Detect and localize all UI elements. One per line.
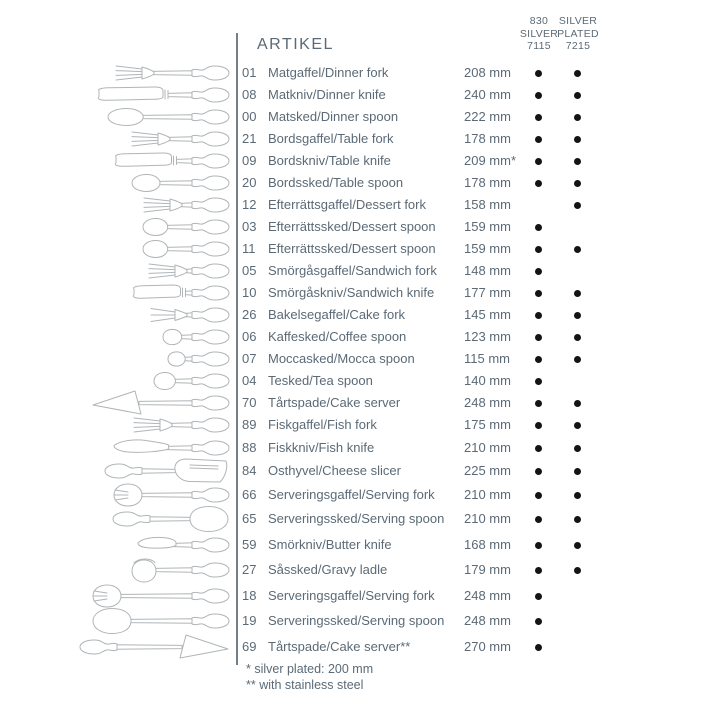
item-number: 19 xyxy=(242,613,257,628)
item-number: 01 xyxy=(242,65,257,80)
item-size: 270 mm xyxy=(464,639,511,654)
item-name: Osthyvel/Cheese slicer xyxy=(268,463,401,478)
availability-dot-830-silver xyxy=(535,593,542,600)
item-number: 84 xyxy=(242,463,257,478)
item-number: 69 xyxy=(242,639,257,654)
item-name: Fiskkniv/Fish knife xyxy=(268,440,375,455)
table-row xyxy=(0,240,717,258)
table-row xyxy=(0,486,717,504)
availability-dot-silver-plated xyxy=(574,246,581,253)
availability-dot-830-silver xyxy=(535,268,542,275)
item-name: Smörgåsgaffel/Sandwich fork xyxy=(268,263,437,278)
availability-dot-silver-plated xyxy=(574,92,581,99)
availability-dot-silver-plated xyxy=(574,202,581,209)
item-number: 00 xyxy=(242,109,257,124)
cakeserver-illustration xyxy=(79,632,230,662)
availability-dot-830-silver xyxy=(535,290,542,297)
item-size: 209 mm* xyxy=(464,153,517,168)
item-number: 89 xyxy=(242,417,257,432)
footnote-silver-plated: * silver plated: 200 mm xyxy=(246,662,374,676)
availability-dot-830-silver xyxy=(535,114,542,121)
item-name: Matsked/Dinner spoon xyxy=(268,109,399,124)
availability-dot-silver-plated xyxy=(574,114,581,121)
item-size: 248 mm xyxy=(464,588,511,603)
item-size: 145 mm xyxy=(464,307,511,322)
item-size: 168 mm xyxy=(464,537,511,552)
item-name: Såssked/Gravy ladle xyxy=(268,562,388,577)
item-name: Kaffesked/Coffee spoon xyxy=(268,329,407,344)
item-number: 88 xyxy=(242,440,257,455)
item-size: 210 mm xyxy=(464,487,511,502)
availability-dot-830-silver xyxy=(535,312,542,319)
table-row xyxy=(0,130,717,148)
item-number: 65 xyxy=(242,511,257,526)
item-size: 159 mm xyxy=(464,219,511,234)
availability-dot-830-silver xyxy=(535,224,542,231)
item-number: 05 xyxy=(242,263,257,278)
availability-dot-silver-plated xyxy=(574,136,581,143)
item-name: Efterrättssked/Dessert spoon xyxy=(268,219,436,234)
table-row xyxy=(0,561,717,579)
column-header-silver-plated xyxy=(550,15,606,53)
item-size: 208 mm xyxy=(464,65,511,80)
item-size: 123 mm xyxy=(464,329,511,344)
table-row xyxy=(0,262,717,280)
item-number: 21 xyxy=(242,131,257,146)
availability-dot-830-silver xyxy=(535,516,542,523)
availability-dot-silver-plated xyxy=(574,468,581,475)
item-number: 18 xyxy=(242,588,257,603)
item-name: Bordssked/Table spoon xyxy=(268,175,404,190)
availability-dot-830-silver xyxy=(535,445,542,452)
column-header-line: 830 xyxy=(529,15,549,27)
item-size: 178 mm xyxy=(464,175,511,190)
item-name: Efterrättsgaffel/Dessert fork xyxy=(268,197,426,212)
availability-dot-830-silver xyxy=(535,92,542,99)
item-number: 09 xyxy=(242,153,257,168)
item-name: Bakelsegaffel/Cake fork xyxy=(268,307,406,322)
table-row xyxy=(0,174,717,192)
availability-dot-silver-plated xyxy=(574,158,581,165)
table-row xyxy=(0,350,717,368)
item-size: 115 mm xyxy=(464,351,510,366)
item-number: 06 xyxy=(242,329,257,344)
column-header-line: SILVER xyxy=(558,15,598,27)
item-size: 210 mm xyxy=(464,511,511,526)
availability-dot-silver-plated xyxy=(574,445,581,452)
item-number: 27 xyxy=(242,562,257,577)
availability-dot-silver-plated xyxy=(574,356,581,363)
table-row xyxy=(0,536,717,554)
item-size: 158 mm xyxy=(464,197,511,212)
item-number: 66 xyxy=(242,487,257,502)
footnote-stainless: ** with stainless steel xyxy=(246,677,364,692)
item-name: Bordsgaffel/Table fork xyxy=(268,131,394,146)
item-name: Smörkniv/Butter knife xyxy=(268,537,392,552)
item-size: 210 mm xyxy=(464,440,511,455)
item-number: 59 xyxy=(242,537,257,552)
item-name: Bordskniv/Table knife xyxy=(268,153,391,168)
item-name: Serveringssked/Serving spoon xyxy=(268,511,445,526)
item-name: Serveringsgaffel/Serving fork xyxy=(268,588,435,603)
availability-dot-silver-plated xyxy=(574,70,581,77)
table-row xyxy=(0,306,717,324)
column-header-line: 7215 xyxy=(565,40,591,52)
item-name: Tårtspade/Cake server xyxy=(268,395,401,410)
availability-dot-silver-plated xyxy=(574,334,581,341)
item-size: 140 mm xyxy=(464,373,511,388)
item-number: 10 xyxy=(242,285,257,300)
availability-dot-830-silver xyxy=(535,180,542,187)
availability-dot-830-silver xyxy=(535,334,542,341)
availability-dot-830-silver xyxy=(535,70,542,77)
item-size: 148 mm xyxy=(464,263,511,278)
item-size: 225 mm xyxy=(464,463,511,478)
item-number: 20 xyxy=(242,175,257,190)
item-number: 08 xyxy=(242,87,257,102)
item-size: 177 mm xyxy=(464,285,511,300)
item-size: 222 mm xyxy=(464,109,511,124)
item-name: Serveringsgaffel/Serving fork xyxy=(268,487,435,502)
availability-dot-830-silver xyxy=(535,136,542,143)
item-size: 179 mm xyxy=(464,562,511,577)
availability-dot-silver-plated xyxy=(574,400,581,407)
table-row xyxy=(0,284,717,302)
availability-dot-silver-plated xyxy=(574,422,581,429)
availability-dot-silver-plated xyxy=(574,290,581,297)
column-header-line: SILVER xyxy=(519,27,559,40)
item-size: 178 mm xyxy=(464,131,511,146)
table-row xyxy=(0,152,717,170)
item-number: 04 xyxy=(242,373,257,388)
item-name: Serveringssked/Serving spoon xyxy=(268,613,445,628)
table-row xyxy=(0,416,717,434)
availability-dot-830-silver xyxy=(535,158,542,165)
item-number: 07 xyxy=(242,351,257,366)
column-header-line: 7115 xyxy=(527,40,551,52)
availability-dot-830-silver xyxy=(535,378,542,385)
availability-dot-830-silver xyxy=(535,618,542,625)
item-number: 11 xyxy=(242,241,256,256)
table-row xyxy=(0,510,717,528)
availability-dot-830-silver xyxy=(535,400,542,407)
availability-dot-silver-plated xyxy=(574,516,581,523)
availability-dot-830-silver xyxy=(535,567,542,574)
item-name: Tårtspade/Cake server** xyxy=(268,639,411,654)
table-row xyxy=(0,218,717,236)
availability-dot-830-silver xyxy=(535,542,542,549)
item-number: 26 xyxy=(242,307,257,322)
item-name: Tesked/Tea spoon xyxy=(268,373,373,388)
item-number: 03 xyxy=(242,219,257,234)
item-name: Smörgåskniv/Sandwich knife xyxy=(268,285,435,300)
item-size: 248 mm xyxy=(464,613,511,628)
table-row xyxy=(0,439,717,457)
item-size: 175 mm xyxy=(464,417,511,432)
availability-dot-830-silver xyxy=(535,246,542,253)
availability-dot-830-silver xyxy=(535,644,542,651)
column-header-line: PLATED xyxy=(557,27,599,40)
table-row xyxy=(0,328,717,346)
item-name: Moccasked/Mocca spoon xyxy=(268,351,415,366)
table-row xyxy=(0,196,717,214)
footnotes xyxy=(246,662,373,693)
availability-dot-silver-plated xyxy=(574,542,581,549)
availability-dot-830-silver xyxy=(535,492,542,499)
availability-dot-830-silver xyxy=(535,468,542,475)
item-size: 248 mm xyxy=(464,395,511,410)
item-name: Matgaffel/Dinner fork xyxy=(268,65,389,80)
availability-dot-830-silver xyxy=(535,356,542,363)
item-number: 12 xyxy=(242,197,257,212)
item-size: 159 mm xyxy=(464,241,511,256)
item-name: Fiskgaffel/Fish fork xyxy=(268,417,377,432)
availability-dot-830-silver xyxy=(535,422,542,429)
item-number: 70 xyxy=(242,395,257,410)
item-name: Matkniv/Dinner knife xyxy=(268,87,386,102)
item-size: 240 mm xyxy=(464,87,511,102)
availability-dot-silver-plated xyxy=(574,312,581,319)
availability-dot-silver-plated xyxy=(574,492,581,499)
page-title: ARTIKEL xyxy=(257,36,334,53)
availability-dot-silver-plated xyxy=(574,180,581,187)
item-name: Efterrättssked/Dessert spoon xyxy=(268,241,436,256)
availability-dot-silver-plated xyxy=(574,567,581,574)
